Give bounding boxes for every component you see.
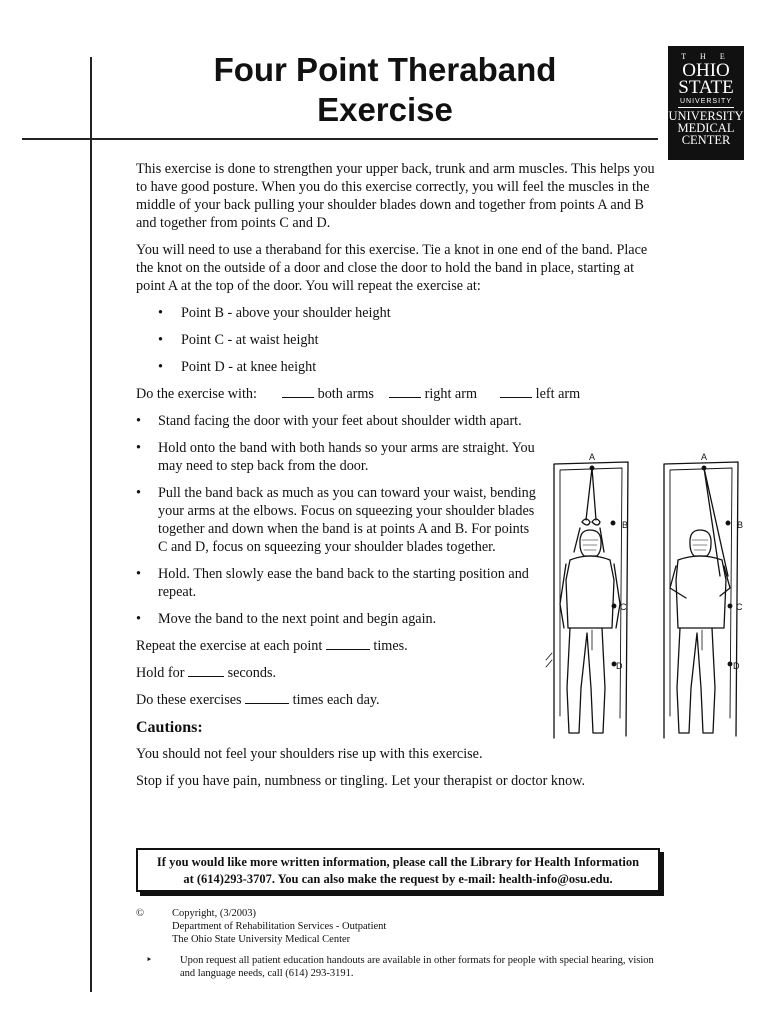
accessibility-notice: [136, 954, 656, 980]
list-item: • Hold. Then slowly ease the band back to the starting position and repeat.: [136, 566, 529, 600]
bullet-dot-icon: •: [136, 566, 141, 582]
caution-item: Stop if you have pain, numbness or tingling. Let your therapist or doctor know.: [136, 773, 586, 789]
logo-ohio: OHIO: [682, 60, 730, 81]
person-head-icon: [580, 530, 601, 556]
logo-state: STATE: [678, 77, 734, 98]
both-arms-blank[interactable]: [282, 386, 314, 398]
logo-umc-center: CENTER: [681, 133, 731, 147]
logo-umc-university: UNIVERSITY: [668, 109, 744, 123]
center-text: The Ohio State University Medical Center: [172, 934, 351, 945]
hold-seconds-blank[interactable]: [188, 665, 224, 677]
copyright-text: Copyright, (3/2003): [172, 908, 256, 919]
bullet-dot-icon: •: [136, 440, 141, 456]
label-c-right: C: [736, 602, 743, 612]
bullet-dot-icon: •: [158, 359, 163, 375]
list-item: • Hold onto the band with both hands so your arms are straight. You may need to step back from the door.: [136, 440, 535, 474]
label-d-left: D: [616, 661, 623, 671]
right-arm-blank[interactable]: [389, 386, 421, 398]
exercise-illustration: [540, 448, 765, 743]
bullet-dot-icon: •: [158, 332, 163, 348]
label-d-right: D: [733, 661, 740, 671]
list-item: • Move the band to the next point and begin again.: [136, 611, 437, 627]
right-arm-label: right arm: [424, 386, 477, 402]
theraband-icon: [704, 468, 728, 576]
title-line-1: Four Point Theraband: [213, 51, 557, 88]
footer: [136, 907, 656, 980]
title-line-2: Exercise: [317, 91, 453, 128]
copyright-icon: ©: [136, 908, 144, 919]
caution-item: You should not feel your shoulders rise up with this exercise.: [136, 746, 483, 762]
list-item: • Pull the band back as much as you can toward your waist, bending your arms at the elbows. Focus on squeezing your shoulder blades together and down when the band is at points A and B. For points C and D, focus on squeezing your shoulder blades together.: [136, 485, 536, 555]
list-item: • Point B - above your shoulder height: [158, 305, 391, 321]
bullet-dot-icon: •: [158, 305, 163, 321]
arms-selection-row: [136, 385, 656, 403]
hold-line: Hold for seconds.: [136, 665, 277, 681]
page-title: [160, 50, 610, 130]
point-d-dot-icon: [728, 662, 732, 666]
both-arms-label: both arms: [317, 386, 374, 402]
figure-left: [546, 452, 628, 738]
department-text: Department of Rehabilitation Services - Outpatient: [172, 921, 387, 932]
repeat-count-blank[interactable]: [326, 638, 370, 650]
copyright-block: [136, 907, 656, 946]
info-line-2: at (614)293-3707. You can also make the request by e-mail: health-info@osu.edu.: [183, 872, 613, 886]
point-c-dot-icon: [728, 604, 732, 608]
logo-umc-medical: MEDICAL: [677, 121, 735, 135]
logo-divider: [678, 107, 734, 108]
list-item: • Stand facing the door with your feet about shoulder width apart.: [136, 413, 522, 429]
point-b-dot-icon: [611, 521, 615, 525]
arms-label: Do the exercise with:: [136, 386, 257, 402]
logo-university: UNIVERSITY: [679, 98, 732, 105]
list-item: • Point C - at waist height: [158, 332, 319, 348]
setup-paragraph: You will need to use a theraband for this exercise. Tie a knot in one end of the band. Place the knot on the outside of a door and close the door to hold the band in place, starting at point A at the top of the door. You will repeat the exercise at:: [136, 242, 648, 294]
bullet-dot-icon: •: [136, 413, 141, 429]
osu-medical-center-logo: [668, 46, 744, 160]
label-c-left: C: [620, 602, 627, 612]
theraband-icon: [586, 468, 596, 520]
logo-the: T H E: [681, 52, 731, 61]
left-arm-blank[interactable]: [500, 386, 532, 398]
daily-line: Do these exercises times each day.: [136, 692, 380, 708]
label-a-right: A: [701, 452, 708, 462]
label-a-left: A: [589, 452, 596, 462]
person-torso-icon: [566, 556, 614, 628]
bullet-dot-icon: •: [136, 485, 141, 501]
person-head-icon: [690, 530, 711, 556]
library-info-box: [136, 848, 660, 892]
label-b-right: B: [737, 520, 744, 530]
cautions-heading: Cautions:: [136, 719, 203, 736]
label-b-left: B: [622, 520, 629, 530]
figure-right: [664, 452, 743, 738]
triangle-bullet-icon: ‣: [146, 955, 153, 966]
intro-paragraph: This exercise is done to strengthen your upper back, trunk and arm muscles. This helps you to have good posture. When you do this exercise correctly, you will feel the muscles in the middle of your back pulling your shoulder blades down and together from points A and B and together from points C and D.: [136, 161, 655, 231]
left-arm-label: left arm: [535, 386, 581, 402]
list-item: • Point D - at knee height: [158, 359, 317, 375]
points-list: [158, 304, 656, 376]
info-line-1: If you would like more written information, please call the Library for Health Information: [156, 855, 640, 869]
notice-text: Upon request all patient education handouts are available in other formats for people with special hearing, vision and language needs, call (614) 293-3191.: [180, 955, 654, 979]
left-margin-rule: [90, 57, 92, 992]
header-rule: [22, 138, 658, 140]
repeat-line: Repeat the exercise at each point times.: [136, 638, 408, 654]
daily-count-blank[interactable]: [245, 692, 289, 704]
point-b-dot-icon: [726, 521, 730, 525]
bullet-dot-icon: •: [136, 611, 141, 627]
